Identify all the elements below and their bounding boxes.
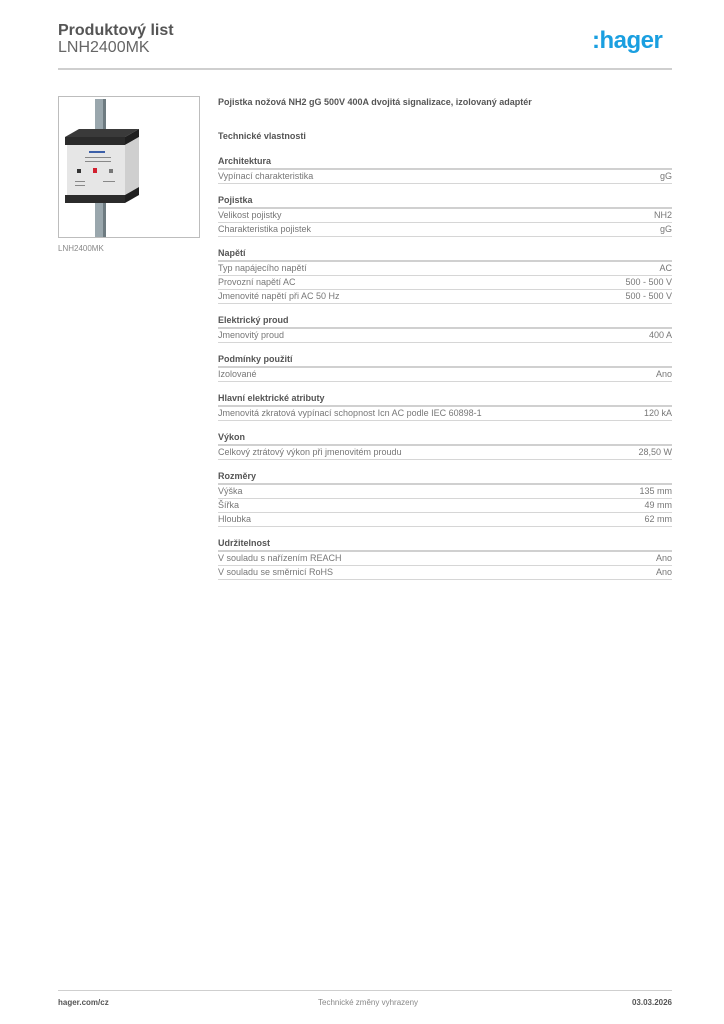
product-image xyxy=(58,96,200,238)
spec-label: V souladu s nařízením REACH xyxy=(218,553,342,563)
spec-row xyxy=(218,566,672,580)
spec-label: Provozní napětí AC xyxy=(218,277,296,287)
spec-label: Výška xyxy=(218,486,243,496)
spec-label: Vypínací charakteristika xyxy=(218,171,314,181)
spec-label: V souladu se směrnicí RoHS xyxy=(218,567,334,577)
spec-label: Hloubka xyxy=(218,514,252,524)
spec-section xyxy=(218,314,672,343)
spec-row xyxy=(218,407,672,421)
spec-section-title: Hlavní elektrické atributy xyxy=(218,392,672,407)
footer-divider xyxy=(58,990,672,991)
document-title: Produktový list xyxy=(58,22,174,39)
spec-value: gG xyxy=(659,224,672,234)
footer-website-link[interactable]: hager.com/cz xyxy=(58,998,109,1007)
spec-row xyxy=(218,499,672,513)
spec-label: Typ napájecího napětí xyxy=(218,263,307,273)
spec-row xyxy=(218,513,672,527)
spec-value: Ano xyxy=(655,369,672,379)
spec-row xyxy=(218,446,672,460)
spec-section-title: Napětí xyxy=(218,247,672,262)
footer-disclaimer: Technické změny vyhrazeny xyxy=(318,998,419,1007)
spec-row xyxy=(218,223,672,237)
spec-label: Charakteristika pojistek xyxy=(218,224,312,234)
spec-table xyxy=(218,155,672,590)
spec-value: 120 kA xyxy=(643,408,672,418)
spec-row xyxy=(218,170,672,184)
spec-label: Celkový ztrátový výkon při jmenovitém proudu xyxy=(218,447,402,457)
spec-row xyxy=(218,368,672,382)
spec-section-title: Výkon xyxy=(218,431,672,446)
spec-section-title: Udržitelnost xyxy=(218,537,672,552)
spec-section-title: Pojistka xyxy=(218,194,672,209)
image-caption: LNH2400MK xyxy=(58,244,104,253)
spec-section-title: Podmínky použití xyxy=(218,353,672,368)
spec-value: gG xyxy=(659,171,672,181)
spec-label: Jmenovité napětí při AC 50 Hz xyxy=(218,291,340,301)
spec-section-title: Architektura xyxy=(218,155,672,170)
hager-logo: :hager xyxy=(592,27,663,54)
spec-value: 62 mm xyxy=(644,514,672,524)
spec-row xyxy=(218,552,672,566)
footer-date: 03.03.2026 xyxy=(631,998,672,1007)
spec-section xyxy=(218,194,672,237)
spec-section xyxy=(218,155,672,184)
spec-section xyxy=(218,470,672,527)
product-code: LNH2400MK xyxy=(58,39,150,56)
spec-value: 400 A xyxy=(648,330,672,340)
spec-section-title: Elektrický proud xyxy=(218,314,672,329)
spec-section xyxy=(218,392,672,421)
spec-value: 28,50 W xyxy=(638,447,672,457)
spec-section-title: Rozměry xyxy=(218,470,672,485)
spec-section xyxy=(218,431,672,460)
spec-section xyxy=(218,353,672,382)
spec-value: AC xyxy=(659,263,672,273)
header-divider xyxy=(58,68,672,70)
spec-value: 500 - 500 V xyxy=(625,291,672,301)
spec-value: 500 - 500 V xyxy=(625,277,672,287)
spec-section xyxy=(218,537,672,580)
spec-value: 135 mm xyxy=(639,486,672,496)
spec-row xyxy=(218,329,672,343)
spec-section xyxy=(218,247,672,304)
spec-label: Šířka xyxy=(218,500,240,510)
spec-label: Jmenovitá zkratová vypínací schopnost Icn AC podle IEC 60898-1 xyxy=(218,408,482,418)
spec-label: Izolované xyxy=(218,369,257,379)
spec-row xyxy=(218,290,672,304)
section-heading: Technické vlastnosti xyxy=(218,131,306,141)
spec-label: Jmenovitý proud xyxy=(218,330,285,340)
spec-label: Velikost pojistky xyxy=(218,210,282,220)
spec-value: Ano xyxy=(655,553,672,563)
spec-row xyxy=(218,276,672,290)
spec-value: Ano xyxy=(655,567,672,577)
spec-value: NH2 xyxy=(653,210,672,220)
product-description: Pojistka nožová NH2 gG 500V 400A dvojitá signalizace, izolovaný adaptér xyxy=(218,97,532,107)
spec-row xyxy=(218,485,672,499)
spec-row xyxy=(218,209,672,223)
fuse-illustration-icon xyxy=(59,97,199,237)
spec-value: 49 mm xyxy=(644,500,672,510)
spec-row xyxy=(218,262,672,276)
